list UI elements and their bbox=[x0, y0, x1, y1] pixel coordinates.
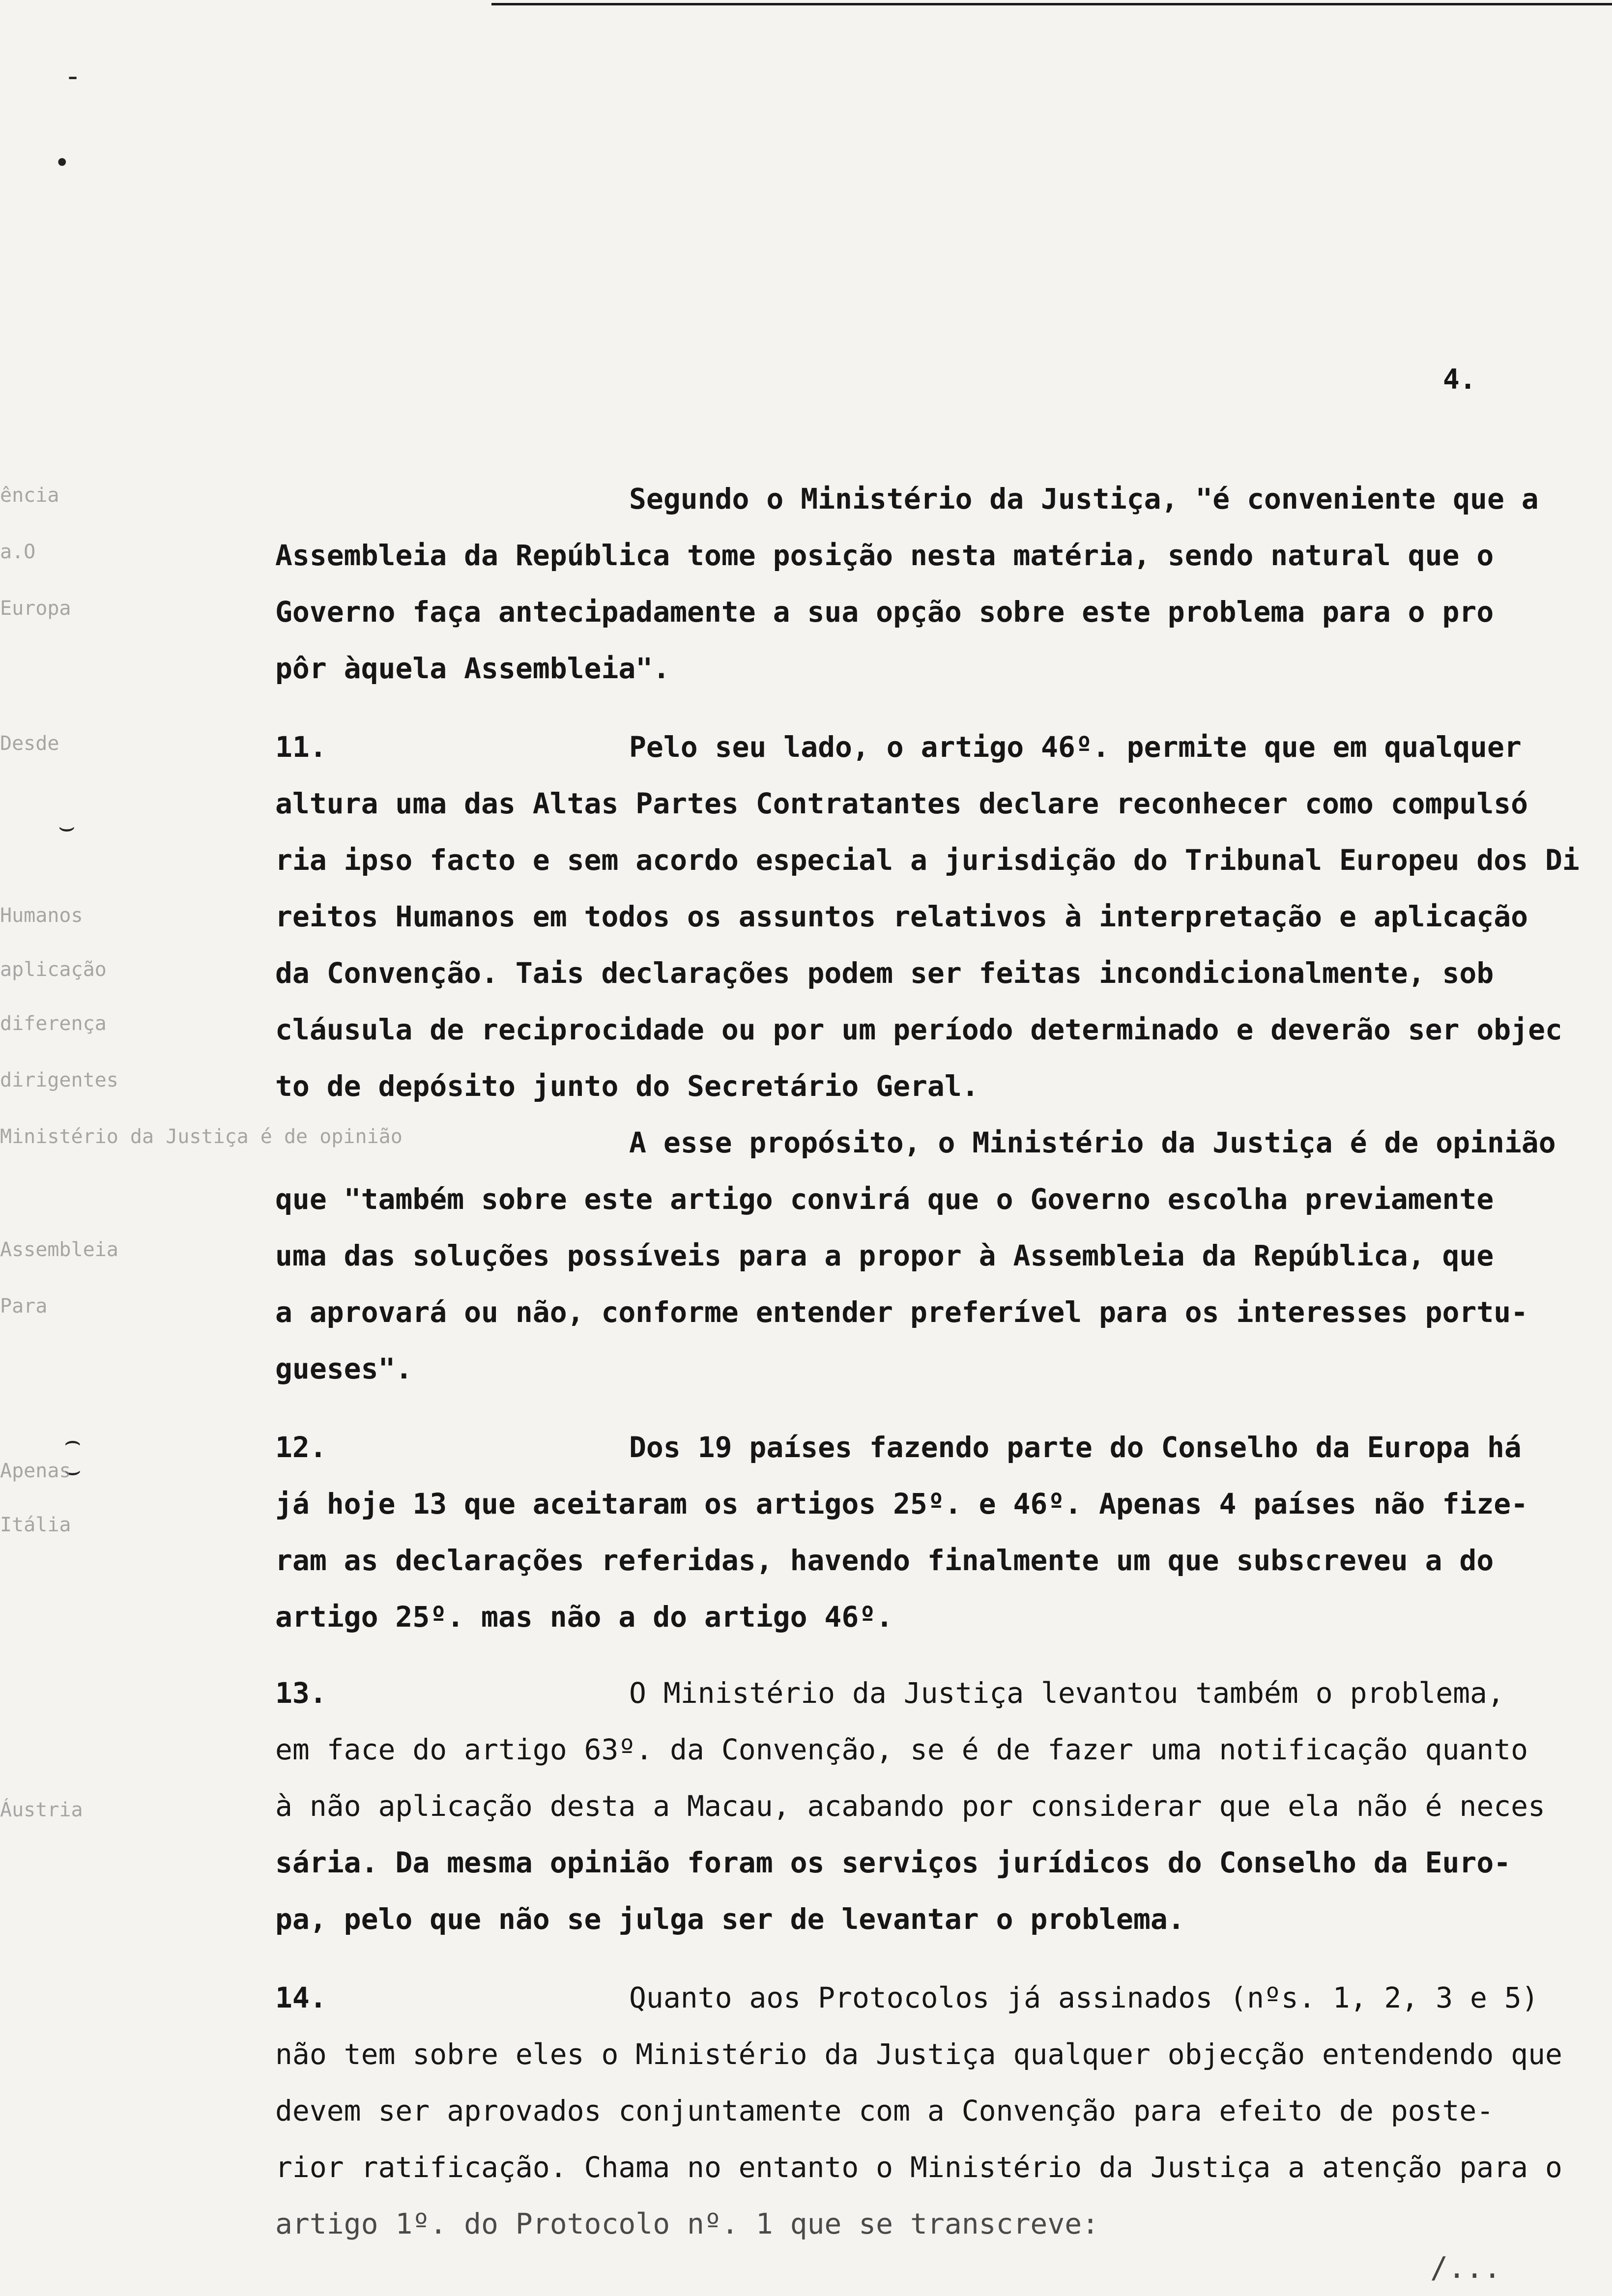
paragraph-number: 11. bbox=[275, 730, 327, 764]
paragraph-line: em face do artigo 63º. da Convenção, se é de fazer uma notificação quanto bbox=[275, 1733, 1528, 1766]
paragraph-line: artigo 1º. do Protocolo nº. 1 que se transcreve: bbox=[275, 2207, 1099, 2240]
margin-fragment: Assembleia bbox=[0, 1238, 118, 1261]
margin-fragment: Itália bbox=[0, 1514, 71, 1536]
paragraph-line: O Ministério da Justiça levantou também o problema, bbox=[629, 1676, 1504, 1710]
margin-fragment: Desde bbox=[0, 732, 59, 755]
paragraph-number: 14. bbox=[275, 1981, 327, 2014]
paragraph-line: à não aplicação desta a Macau, acabando por considerar que ela não é neces bbox=[275, 1789, 1546, 1823]
paragraph-line: que "também sobre este artigo convirá que o Governo escolha previamente bbox=[275, 1182, 1494, 1216]
margin-bracket-icon: ⌢ bbox=[64, 1425, 82, 1456]
margin-fragment: dirigentes bbox=[0, 1069, 118, 1091]
paragraph-line: pôr àquela Assembleia". bbox=[275, 652, 670, 685]
margin-fragment: Humanos bbox=[0, 904, 83, 927]
paragraph-line: Pelo seu lado, o artigo 46º. permite que em qualquer bbox=[629, 730, 1522, 764]
margin-fragment: ência bbox=[0, 484, 59, 507]
top-rule bbox=[491, 3, 1612, 5]
paragraph-line: Assembleia da República tome posição nesta matéria, sendo natural que o bbox=[275, 539, 1494, 572]
paragraph-line: Segundo o Ministério da Justiça, "é conveniente que a bbox=[629, 482, 1539, 516]
paragraph-line: da Convenção. Tais declarações podem ser feitas incondicionalmente, sob bbox=[275, 956, 1494, 990]
paragraph-line: Dos 19 países fazendo parte do Conselho da Europa há bbox=[629, 1431, 1522, 1464]
page-number: 4. bbox=[1443, 364, 1476, 396]
margin-fragment: a.O bbox=[0, 541, 36, 563]
paragraph-line: sária. Da mesma opinião foram os serviços jurídicos do Conselho da Euro- bbox=[275, 1846, 1511, 1879]
margin-fragment: aplicação bbox=[0, 958, 107, 981]
paragraph-line: rior ratificação. Chama no entanto o Ministério da Justiça a atenção para o bbox=[275, 2151, 1562, 2184]
paragraph-line: A esse propósito, o Ministério da Justiça é de opinião bbox=[629, 1126, 1556, 1159]
paragraph-line: altura uma das Altas Partes Contratantes declare reconhecer como compulsó bbox=[275, 787, 1528, 820]
paragraph-line: artigo 25º. mas não a do artigo 46º. bbox=[275, 1600, 893, 1634]
paragraph-line: reitos Humanos em todos os assuntos relativos à interpretação e aplicação bbox=[275, 900, 1528, 933]
paragraph-line: ram as declarações referidas, havendo finalmente um que subscreveu a do bbox=[275, 1544, 1494, 1577]
paragraph-line: Quanto aos Protocolos já assinados (nºs. 1, 2, 3 e 5) bbox=[629, 1981, 1539, 2014]
paragraph-line: gueses". bbox=[275, 1352, 413, 1385]
margin-fragment: Apenas bbox=[0, 1460, 71, 1482]
paragraph-number: 12. bbox=[275, 1431, 327, 1464]
margin-mark: • bbox=[54, 147, 70, 178]
margin-bracket-icon: ⌣ bbox=[64, 1455, 82, 1486]
margin-bracket-icon: ⌣ bbox=[58, 811, 76, 842]
paragraph-line: pa, pelo que não se julga ser de levantar o problema. bbox=[275, 1902, 1185, 1936]
continuation-mark: /... bbox=[1430, 2251, 1501, 2285]
paragraph-line: ria ipso facto e sem acordo especial a jurisdição do Tribunal Europeu dos Di bbox=[275, 843, 1580, 877]
paragraph-line: uma das soluções possíveis para a propor à Assembleia da República, que bbox=[275, 1239, 1494, 1272]
paragraph-line: devem ser aprovados conjuntamente com a Convenção para efeito de poste- bbox=[275, 2094, 1494, 2127]
margin-fragment: Áustria bbox=[0, 1799, 83, 1821]
paragraph-line: já hoje 13 que aceitaram os artigos 25º. e 46º. Apenas 4 países não fize- bbox=[275, 1487, 1528, 1521]
margin-fragment: Europa bbox=[0, 597, 71, 620]
paragraph-line: a aprovará ou não, conforme entender preferível para os interesses portu- bbox=[275, 1295, 1528, 1329]
margin-fragment: Para bbox=[0, 1295, 48, 1318]
paragraph-line: to de depósito junto do Secretário Geral. bbox=[275, 1069, 979, 1103]
paragraph-number: 13. bbox=[275, 1676, 327, 1710]
margin-fragment: Ministério da Justiça é de opinião bbox=[0, 1125, 403, 1148]
paragraph-line: cláusula de reciprocidade ou por um período determinado e deverão ser objec bbox=[275, 1013, 1562, 1046]
margin-mark: - bbox=[64, 59, 82, 93]
margin-fragment: diferença bbox=[0, 1012, 107, 1035]
paragraph-line: Governo faça antecipadamente a sua opção sobre este problema para o pro bbox=[275, 595, 1494, 629]
paragraph-line: não tem sobre eles o Ministério da Justiça qualquer objecção entendendo que bbox=[275, 2038, 1562, 2071]
